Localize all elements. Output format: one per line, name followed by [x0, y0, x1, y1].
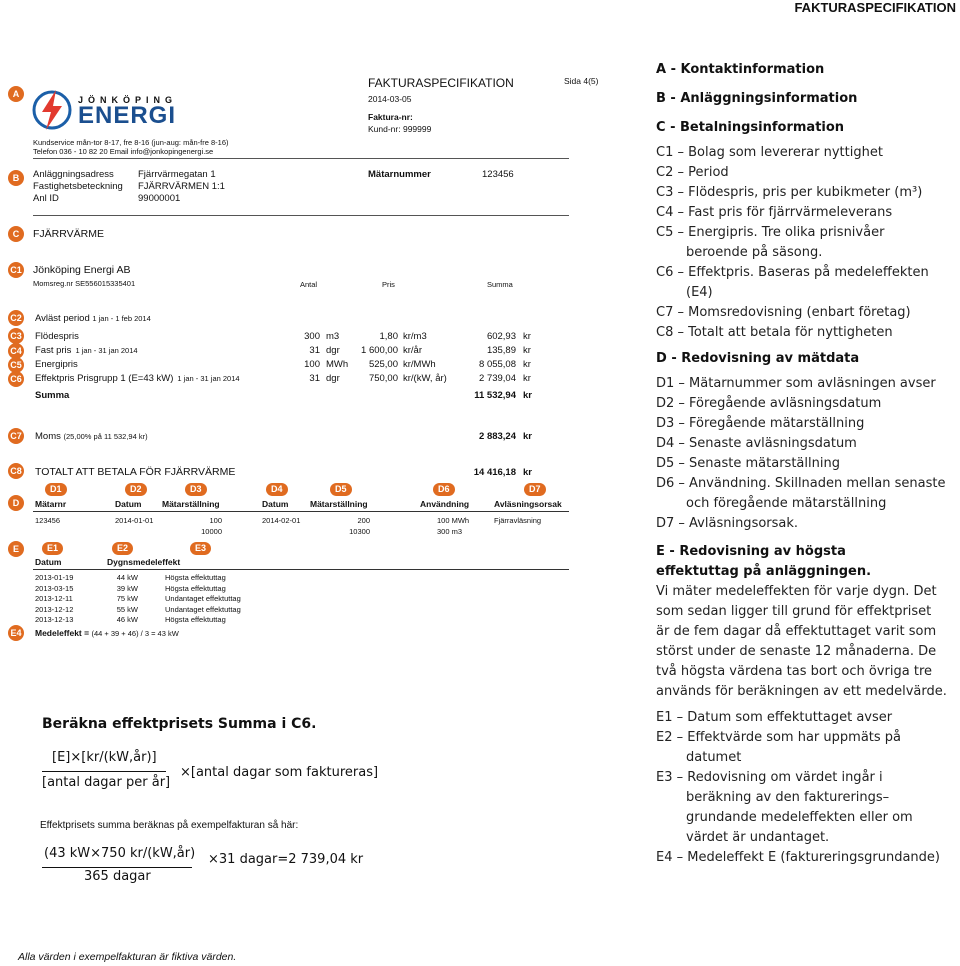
badge-e: E: [8, 541, 24, 557]
pill-d4: D4: [266, 483, 288, 496]
effect-row-date: 2013-12-11: [35, 594, 73, 603]
summa-value: 11 532,94: [474, 390, 516, 401]
seller-name: Jönköping Energi AB: [33, 264, 131, 276]
legend-item: C6 – Effektpris. Baseras på medeleffekten: [656, 265, 929, 280]
badge-c6: C6: [8, 371, 24, 387]
col-pris: Pris: [382, 280, 395, 289]
lightning-logo-icon: [32, 88, 74, 132]
mean-effect-label: Medeleffekt =: [35, 628, 90, 638]
period: [35, 313, 151, 324]
legend-item: C7 – Momsredovisning (enbart företag): [656, 305, 911, 320]
price-row-label: Fast pris: [35, 345, 72, 356]
mean-effect: [35, 628, 179, 638]
mt-datum1: 2014-01-01: [115, 516, 154, 525]
mt-anv1: 100 MWh: [437, 516, 470, 525]
moms-label: Moms: [35, 431, 61, 442]
property-value: FJÄRRVÄRMEN 1:1: [138, 181, 225, 192]
effect-row-kw: 46 kW: [116, 615, 138, 624]
mt-header-datum2: Datum: [262, 499, 289, 509]
legend-item: C1 – Bolag som levererar nyttighet: [656, 145, 883, 160]
calc-example-text: Effektprisets summa beräknas på exempelfakturan så här:: [40, 820, 299, 831]
badge-c4: C4: [8, 343, 24, 359]
calc-f1-den: [antal dagar per år]: [42, 775, 171, 790]
legend-a: A - Kontaktinformation: [656, 62, 825, 77]
price-row-qty: 31: [309, 373, 320, 384]
price-row-currency: kr: [523, 331, 531, 342]
invoice-title: FAKTURASPECIFIKATION: [368, 76, 514, 90]
price-row-unit: dgr: [326, 373, 340, 384]
footer-note: Alla värden i exempelfakturan är fiktiva värden.: [18, 951, 237, 963]
legend-item: D3 – Föregående mätarställning: [656, 416, 865, 431]
site-id-label: Anl ID: [33, 193, 59, 204]
effect-row-date: 2013-01-19: [35, 573, 74, 582]
section-title: FJÄRRVÄRME: [33, 228, 104, 240]
service-hours: Kundservice mån-tor 8-17, fre 8-16 (jun-aug: mån-fre 8-16): [33, 138, 229, 147]
mt-header-anv: Användning: [420, 499, 470, 509]
price-row-currency: kr: [523, 373, 531, 384]
legend-e-items: [656, 708, 956, 868]
pill-d6: D6: [433, 483, 455, 496]
mt-orsak: Fjärravläsning: [494, 516, 542, 525]
et-header-dygn: Dygnsmedeleffekt: [107, 557, 181, 567]
site-id-value: 99000001: [138, 193, 181, 204]
mt-datum2: 2014-02-01: [262, 516, 301, 525]
mt-stand1b: 10000: [201, 527, 222, 536]
legend-c-items: [656, 143, 956, 343]
badge-c2: C2: [8, 310, 24, 326]
seller-vat: Momsreg.nr SE556015335401: [33, 279, 136, 288]
legend-item: C4 – Fast pris för fjärrvärmeleverans: [656, 205, 893, 220]
divider: [33, 215, 569, 216]
period-value: 1 jan - 1 feb 2014: [92, 314, 151, 323]
mt-header-stand1: Mätarställning: [162, 499, 220, 509]
mt-header-matarnr: Mätarnr: [35, 499, 67, 509]
et-header-datum: Datum: [35, 557, 62, 567]
price-row-name: [35, 373, 240, 384]
legend-item: används för beräkningen av ett medelvärde.: [656, 684, 947, 699]
calc-title: Beräkna effektprisets Summa i C6.: [42, 716, 317, 732]
badge-d: D: [8, 495, 24, 511]
effect-row-date: 2013-12-13: [35, 615, 74, 624]
legend-item: C5 – Energipris. Tre olika prisnivåer: [656, 225, 885, 240]
calc-f2-mult: ×31 dagar=2 739,04 kr: [208, 852, 364, 867]
price-row-price-unit: kr/år: [403, 345, 422, 356]
pill-e2: E2: [112, 542, 133, 555]
meter-value: 123456: [482, 169, 514, 180]
mt-stand2b: 10300: [349, 527, 370, 536]
legend-item: störst under de senaste 12 månaderna. De: [656, 644, 937, 659]
legend-item: värdet är undantaget.: [686, 830, 830, 845]
pill-d1: D1: [45, 483, 67, 496]
effect-row-kw: 44 kW: [116, 573, 138, 582]
legend-item: och föregående mätarställning: [686, 496, 887, 511]
mt-header-datum1: Datum: [115, 499, 142, 509]
price-row-label: Energipris: [35, 359, 78, 370]
calc-f2-num: (43 kW×750 kr/(kW,år): [44, 846, 196, 861]
divider: [33, 158, 569, 159]
property-label: Fastighetsbeteckning: [33, 181, 123, 192]
legend-item: D4 – Senaste avläsningsdatum: [656, 436, 857, 451]
price-row-currency: kr: [523, 359, 531, 370]
legend-item: datumet: [686, 750, 742, 765]
mt-stand1a: 100: [209, 516, 222, 525]
moms: [35, 431, 148, 442]
mt-header-orsak: Avläsningsorsak: [494, 499, 562, 509]
pill-d5: D5: [330, 483, 352, 496]
logo-text-main: ENERGI: [78, 102, 177, 129]
moms-currency: kr: [523, 431, 532, 442]
pill-e1: E1: [42, 542, 63, 555]
effect-row-note: Undantaget effektuttag: [165, 594, 241, 603]
price-row-label: Flödespris: [35, 331, 79, 342]
document-title: FAKTURASPECIFIKATION: [794, 0, 956, 15]
price-row-qty: 31: [309, 345, 320, 356]
legend-item: två högsta värdena tas bort och övriga tre: [656, 664, 932, 679]
effect-row-kw: 75 kW: [116, 594, 138, 603]
legend-item: C3 – Flödespris, pris per kubikmeter (m³): [656, 185, 923, 200]
summa-currency: kr: [523, 390, 532, 401]
page-number: Sida 4(5): [564, 76, 599, 86]
legend-item: D6 – Användning. Skillnaden mellan senaste: [656, 476, 946, 491]
effect-row-note: Högsta effektuttag: [165, 615, 226, 624]
badge-c8: C8: [8, 463, 24, 479]
price-row-price: 750,00: [368, 373, 398, 384]
price-row-name: [35, 331, 79, 342]
badge-c: C: [8, 226, 24, 242]
badge-c1: C1: [8, 262, 24, 278]
price-row-sub: 1 jan - 31 jan 2014: [177, 374, 240, 383]
fraction-line: [42, 771, 166, 772]
legend-c: C - Betalningsinformation: [656, 120, 845, 135]
price-row-sum: 135,89: [486, 345, 516, 356]
company-logo: [32, 88, 74, 137]
moms-value: 2 883,24: [479, 431, 516, 442]
mt-header-stand2: Mätarställning: [310, 499, 368, 509]
legend-item: E2 – Effektvärde som har uppmäts på: [656, 730, 902, 745]
legend-panel: [656, 62, 956, 868]
badge-b: B: [8, 170, 24, 186]
pill-d2: D2: [125, 483, 147, 496]
pill-d7: D7: [524, 483, 546, 496]
legend-item: E1 – Datum som effektuttaget avser: [656, 710, 893, 725]
legend-item: D7 – Avläsningsorsak.: [656, 516, 799, 531]
col-summa: Summa: [487, 280, 513, 289]
price-row-qty: 300: [304, 331, 320, 342]
legend-item: D2 – Föregående avläsningsdatum: [656, 396, 882, 411]
legend-e: E - Redovisning av högsta: [656, 544, 846, 559]
divider: [33, 569, 569, 570]
price-row-price-unit: kr/MWh: [403, 359, 436, 370]
effect-row-date: 2013-03-15: [35, 583, 74, 593]
site-address-value: Fjärrvärmegatan 1: [138, 169, 216, 180]
legend-item: D5 – Senaste mätarställning: [656, 456, 840, 471]
period-label: Avläst period: [35, 313, 90, 324]
price-row-unit: MWh: [326, 359, 349, 370]
legend-item: är de fem dagar då effektuttaget varit som: [656, 624, 937, 639]
price-row-sum: 8 055,08: [479, 359, 516, 370]
price-row-unit: m3: [326, 331, 340, 342]
logo-text-top: JÖNKÖPING: [78, 95, 178, 105]
site-address-label: Anläggningsadress: [33, 169, 114, 180]
price-row-price: 1 600,00: [361, 345, 398, 356]
price-row-price: 525,00: [368, 359, 398, 370]
effect-row-note: Högsta effektuttag: [165, 583, 226, 593]
badge-a: A: [8, 86, 24, 102]
legend-item: som sedan ligger till grund för effektpriset: [656, 604, 932, 619]
mt-matarnr: 123456: [35, 516, 61, 525]
price-row-name: [35, 345, 138, 356]
legend-e-text: [656, 582, 956, 702]
divider: [33, 511, 569, 512]
calc-f1-mult: ×[antal dagar som faktureras]: [180, 765, 379, 780]
moms-detail: (25,00% på 11 532,94 kr): [63, 432, 148, 441]
effect-row-note: Högsta effektuttag: [165, 573, 226, 582]
legend-item: beroende på säsong.: [686, 245, 823, 260]
legend-b: B - Anläggningsinformation: [656, 91, 858, 106]
badge-c7: C7: [8, 428, 24, 444]
legend-d-items: [656, 374, 956, 534]
price-row-sum: 2 739,04: [479, 373, 516, 384]
pill-e3: E3: [190, 542, 211, 555]
total-label: TOTALT ATT BETALA FÖR FJÄRRVÄRME: [35, 466, 236, 478]
badge-e4: E4: [8, 625, 24, 641]
total-currency: kr: [523, 467, 532, 478]
price-row-price-unit: kr/(kW, år): [403, 373, 447, 384]
legend-item: C8 – Totalt att betala för nyttigheten: [656, 325, 893, 340]
summa-label: Summa: [35, 390, 70, 401]
col-antal: Antal: [300, 280, 318, 289]
legend-item: E4 – Medeleffekt E (faktureringsgrundande): [656, 850, 940, 865]
legend-e2: effektuttag på anläggningen.: [656, 564, 872, 579]
price-row-sub: 1 jan - 31 jan 2014: [75, 346, 138, 355]
legend-item: beräkning av den fakturerings–: [686, 790, 890, 805]
effect-row-kw: 55 kW: [116, 604, 138, 614]
legend-item: C2 – Period: [656, 165, 729, 180]
mt-stand2a: 200: [357, 516, 370, 525]
price-row-price: 1,80: [379, 331, 398, 342]
calc-f2-den: 365 dagar: [84, 869, 151, 884]
mean-effect-value: (44 + 39 + 46) / 3 = 43 kW: [91, 629, 179, 638]
invoice-number-label: Faktura-nr:: [368, 112, 413, 122]
effect-row-note: Undantaget effektuttag: [165, 604, 241, 614]
price-row-label: Effektpris Prisgrupp 1 (E=43 kW): [35, 373, 174, 384]
meter-label: Mätarnummer: [368, 169, 431, 180]
badge-c5: C5: [8, 357, 24, 373]
price-row-qty: 100: [304, 359, 320, 370]
badge-c3: C3: [8, 328, 24, 344]
legend-item: D1 – Mätarnummer som avläsningen avser: [656, 376, 936, 391]
effect-row-date: 2013-12-12: [35, 604, 74, 614]
price-row-price-unit: kr/m3: [403, 331, 427, 342]
total-value: 14 416,18: [473, 467, 516, 478]
price-row-name: [35, 359, 78, 370]
price-row-currency: kr: [523, 345, 531, 356]
contact-line: Telefon 036 - 10 82 20 Email info@jonkopingenergi.se: [33, 147, 214, 156]
legend-item: grundande medeleffekten eller om: [686, 810, 913, 825]
invoice-date: 2014-03-05: [368, 94, 412, 104]
legend-item: (E4): [686, 285, 713, 300]
price-row-sum: 602,93: [486, 331, 516, 342]
mt-anv2: 300 m3: [437, 527, 463, 536]
customer-number: Kund-nr: 999999: [368, 124, 432, 134]
calc-f1-num: [E]×[kr/(kW,år)]: [52, 750, 157, 765]
fraction-line: [42, 867, 192, 868]
legend-item: Vi mäter medeleffekten för varje dygn. Det: [656, 584, 937, 599]
price-row-unit: dgr: [326, 345, 340, 356]
legend-item: E3 – Redovisning om värdet ingår i: [656, 770, 883, 785]
pill-d3: D3: [185, 483, 207, 496]
effect-row-kw: 39 kW: [116, 583, 138, 593]
legend-d: D - Redovisning av mätdata: [656, 351, 860, 366]
